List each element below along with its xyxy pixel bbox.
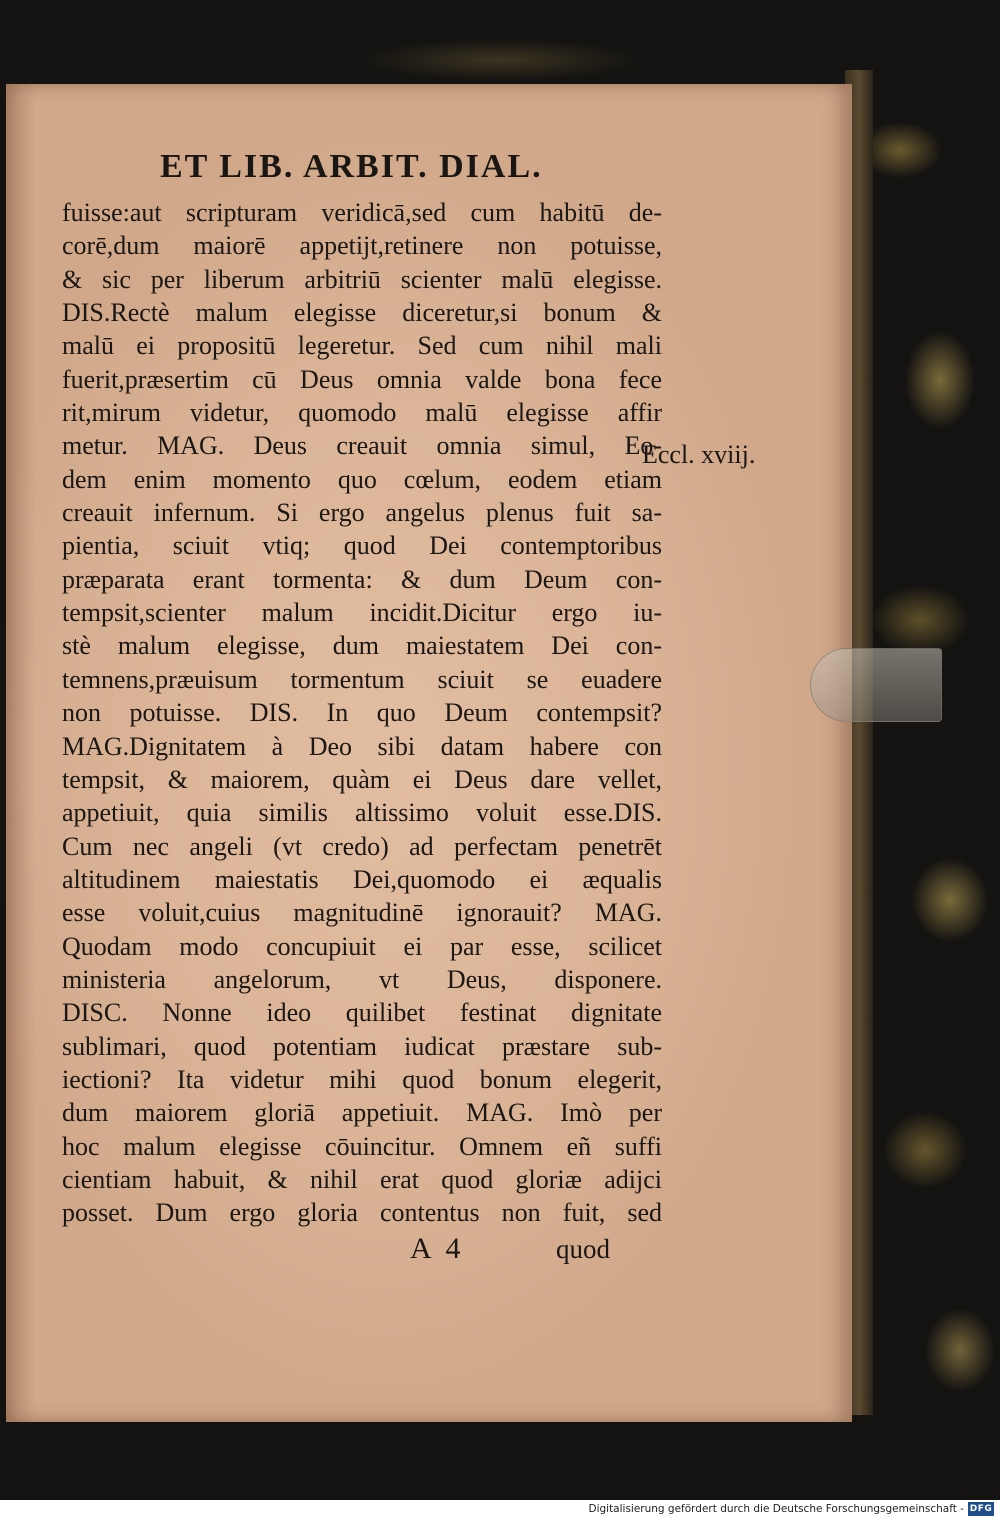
text-line: ministeria angelorum, vt Deus, disponere. [62, 964, 662, 994]
text-line: DIS.Rectè malum elegisse diceretur,si bonum & [62, 298, 662, 328]
body-text [62, 196, 662, 1230]
text-line: fuerit,præsertim cū Deus omnia valde bona fece [62, 364, 662, 394]
text-line: malū ei propositū legeretur. Sed cum nihil mali [62, 331, 662, 361]
page-holder-clip [810, 648, 942, 722]
text-line: & sic per liberum arbitriū scienter malū elegisse. [62, 264, 662, 294]
text-line: fuisse:aut scripturam veridicā,sed cum habitū de- [62, 198, 662, 227]
catchword: quod [556, 1234, 610, 1264]
text-line: metur. MAG. Deus creauit omnia simul, Eo- [62, 431, 662, 461]
text-line: tempsit, & maiorem, quàm ei Deus dare vellet, [62, 764, 662, 794]
text-line: posset. Dum ergo gloria contentus non fuit, sed [62, 1198, 662, 1228]
text-line: creauit infernum. Si ergo angelus plenus fuit sa- [62, 498, 662, 528]
text-line: corē,dum maiorē appetijt,retinere non potuisse, [62, 231, 662, 261]
text-line: sublimari, quod potentiam iudicat præstare sub- [62, 1031, 662, 1061]
text-line: rit,mirum videtur, quomodo malū elegisse affir [62, 398, 662, 428]
marginal-note: Eccl. xviij. [642, 440, 756, 469]
text-line: temnens,præuisum tormentum sciuit se euadere [62, 664, 662, 694]
text-line: tempsit,scienter malum incidit.Dicitur ergo iu- [62, 598, 662, 628]
text-line: Cum nec angeli (vt credo) ad perfectam penetrēt [62, 831, 662, 861]
text-line: pientia, sciuit vtiq; quod Dei contemptoribus [62, 531, 662, 561]
dfg-logo: DFG [969, 1504, 993, 1514]
text-line: cientiam habuit, & nihil erat quod gloriæ adijci [62, 1164, 662, 1194]
text-line: Quodam modo concupiuit ei par esse, scilicet [62, 931, 662, 961]
running-head: ET LIB. ARBIT. DIAL. [160, 148, 543, 185]
text-line: stè malum elegisse, dum maiestatem Dei con- [62, 631, 662, 661]
text-line: iectioni? Ita videtur mihi quod bonum elegerit, [62, 1064, 662, 1094]
page-gutter-shadow [6, 84, 36, 1422]
text-line: esse voluit,cuius magnitudinē ignorauit? MAG. [62, 898, 662, 928]
text-line: MAG.Dignitatem à Deo sibi datam habere con [62, 731, 662, 761]
text-line: dem enim momento quo cœlum, eodem etiam [62, 464, 662, 494]
text-line: non potuisse. DIS. In quo Deum contempsit? [62, 698, 662, 728]
text-line: hoc malum elegisse cōuincitur. Omnem eñ suffi [62, 1131, 662, 1161]
text-line: præparata erant tormenta: & dum Deum con- [62, 564, 662, 594]
text-line: DISC. Nonne ideo quilibet festinat dignitate [62, 998, 662, 1028]
signature-mark: A 4 [410, 1232, 465, 1265]
text-line: dum maiorem gloriā appetiuit. MAG. Imò per [62, 1098, 662, 1128]
funding-credit: Digitalisierung gefördert durch die Deutsche Forschungsgemeinschaft - [588, 1503, 964, 1515]
text-line: appetiuit, quia similis altissimo voluit esse.DIS. [62, 798, 662, 828]
text-line: altitudinem maiestatis Dei,quomodo ei æqualis [62, 864, 662, 894]
